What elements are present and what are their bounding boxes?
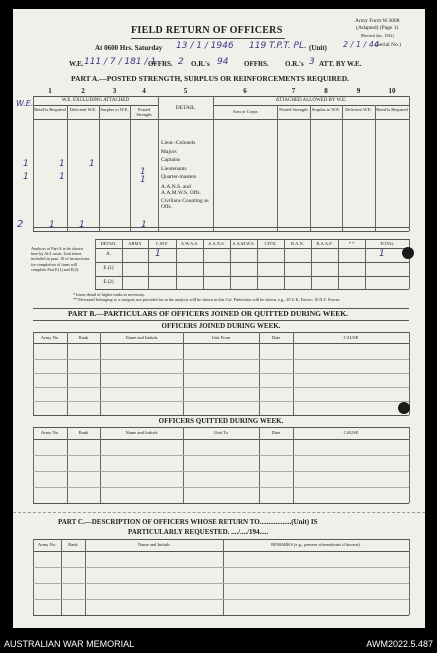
rule bbox=[33, 231, 409, 232]
form-reference bbox=[355, 18, 399, 39]
rule bbox=[33, 487, 409, 488]
col-header-deficient-2: Deficient W.E. bbox=[345, 107, 372, 112]
rule bbox=[95, 248, 409, 249]
rank-label: Civilians Counting as Offs. bbox=[161, 197, 209, 210]
offrs2-label: OFFRS. bbox=[244, 60, 269, 68]
rule bbox=[33, 583, 409, 584]
rule bbox=[67, 105, 68, 231]
rule bbox=[33, 320, 409, 321]
quitted-col-header: Army No. bbox=[40, 430, 60, 435]
rank-label: Majors bbox=[161, 148, 177, 155]
quitted-col-header: CAUSE bbox=[343, 430, 359, 435]
offrs-label: OFFRS. bbox=[148, 60, 173, 68]
hand-entry: 1 bbox=[140, 167, 146, 177]
col-number: 6 bbox=[243, 87, 247, 95]
rule bbox=[33, 427, 34, 503]
hand-entry: 1 bbox=[59, 172, 65, 182]
rule bbox=[130, 105, 131, 231]
rule bbox=[342, 105, 343, 231]
rank-label: Captains bbox=[161, 157, 181, 164]
col-header-surplus-2: Surplus to W.E. bbox=[311, 107, 341, 112]
footnote-2: ** Personnel belonging to a category not provided for in the analysis will be shown in this Col. Particulars will be shown, e.g., 20 U.K. Forces; 10 N.Z. Forces. bbox=[73, 297, 341, 302]
rule bbox=[33, 551, 409, 552]
rule bbox=[33, 439, 409, 440]
joined-col-header: Name and Initials bbox=[125, 335, 158, 340]
form-ref-line-2: (Adapted) (Page 1) bbox=[356, 25, 399, 31]
rule bbox=[33, 119, 409, 120]
col-number: 9 bbox=[356, 87, 361, 95]
footer-institution: AUSTRALIAN WAR MEMORIAL bbox=[4, 639, 135, 649]
analysis-note: Analysis of Part A to be shown here by ALL units. Unit terms included in para. 10 of instructions for completion of form will complete Part E(1) and E(2). bbox=[31, 246, 90, 272]
rule bbox=[409, 427, 410, 503]
part-c-col-header: REMARKS (e.g., present whereabouts if known). bbox=[271, 542, 361, 547]
rank-label: Lieutenants bbox=[161, 165, 187, 172]
analysis-col-header: A.W.A.S. bbox=[180, 241, 199, 246]
group-header-excluding: W.E. EXCLUDING ATTACHED bbox=[61, 98, 130, 103]
rule bbox=[176, 239, 177, 289]
col-header-posted-2: Posted Strength bbox=[279, 107, 308, 112]
rule bbox=[33, 539, 34, 615]
date-value: 13 / 1 / 1946 bbox=[176, 41, 234, 51]
rule bbox=[223, 539, 224, 615]
rule bbox=[33, 359, 409, 360]
unit-value: 119 T.P.T. PL. bbox=[249, 41, 307, 51]
rule bbox=[33, 415, 409, 416]
quitted-title: OFFICERS QUITTED DURING WEEK. bbox=[158, 417, 284, 425]
serial-no-value: 2 / 1 / 44 bbox=[343, 40, 379, 49]
part-a-title: PART A.—POSTED STRENGTH, SURPLUS OR REINFORCEMENTS REQUIRED. bbox=[71, 74, 350, 83]
rule bbox=[284, 239, 285, 289]
joined-col-header: Unit From bbox=[211, 335, 231, 340]
rule bbox=[203, 239, 204, 289]
form-ref-line-1: Army Form W.3008 bbox=[355, 18, 400, 24]
part-c-col-header: Name and Initials bbox=[138, 542, 170, 547]
rank-list bbox=[161, 139, 213, 210]
part-c-title-line-1: PART C.—DESCRIPTION OF OFFICERS WHOSE RETURN TO..................(Unit) IS bbox=[58, 518, 318, 526]
col-header-reinf-2: Reinf'ts Required bbox=[376, 107, 408, 112]
analysis-hand-entry: 1 bbox=[155, 249, 161, 259]
we-margin-note: W.E. bbox=[16, 99, 34, 108]
hand-total: 1 bbox=[141, 220, 147, 230]
rule bbox=[33, 387, 409, 388]
rank-label: A.A.N.S. and A.A.M.W.S. Offs. bbox=[161, 183, 201, 196]
analysis-row-label: A. bbox=[106, 252, 111, 257]
hand-entry: 1 bbox=[89, 159, 95, 169]
col-number: 10 bbox=[388, 87, 396, 95]
rule bbox=[409, 332, 410, 415]
analysis-col-header: A.A.M.W.S. bbox=[232, 241, 255, 246]
quitted-col-header: Unit To bbox=[214, 430, 228, 435]
joined-col-header: CAUSE bbox=[343, 335, 359, 340]
form-page bbox=[13, 9, 425, 628]
rule bbox=[338, 239, 339, 289]
col-number: 8 bbox=[324, 87, 328, 95]
rule bbox=[33, 615, 409, 616]
rule bbox=[33, 503, 409, 504]
col-number: 4 bbox=[142, 87, 146, 95]
ors2-label: O.R.'s bbox=[285, 60, 304, 68]
fold-line bbox=[13, 512, 425, 513]
hand-entry: 1 bbox=[23, 172, 29, 182]
joined-title: OFFICERS JOINED DURING WEEK. bbox=[161, 322, 281, 330]
rule bbox=[365, 239, 366, 289]
rule bbox=[158, 96, 159, 231]
analysis-col-header: ARMY bbox=[128, 241, 142, 246]
col-header-reinf: Reinf'ts Required bbox=[34, 107, 66, 112]
rule bbox=[33, 332, 409, 333]
rule bbox=[95, 239, 409, 240]
date-line-label: At 0600 Hrs. Saturday bbox=[95, 44, 163, 52]
form-ref-line-3: (Revised Jan., 1942) bbox=[360, 33, 394, 38]
rule bbox=[259, 427, 260, 503]
rule bbox=[213, 96, 214, 231]
rule bbox=[409, 96, 410, 231]
rule bbox=[277, 105, 278, 231]
rank-label: Quarter-masters bbox=[161, 174, 197, 181]
part-c-col-header: Rank bbox=[68, 542, 78, 547]
analysis-row-label: E.(2) bbox=[103, 280, 114, 285]
rule bbox=[33, 599, 409, 600]
form-title: FIELD RETURN OF OFFICERS bbox=[131, 25, 283, 36]
quitted-col-header: Rank bbox=[78, 430, 89, 435]
rule bbox=[33, 539, 409, 540]
rule bbox=[33, 471, 409, 472]
ors2-value: 3 bbox=[309, 57, 315, 67]
footer-accession-number: AWM2022.5.487 bbox=[366, 639, 433, 649]
joined-col-header: Rank bbox=[78, 335, 89, 340]
unit-label: (Unit) bbox=[309, 44, 327, 52]
group-header-attached: ATTACHED ALLOWED BY W.E. bbox=[275, 98, 347, 103]
analysis-col-header: R.A.N. bbox=[291, 241, 304, 246]
rule bbox=[67, 427, 68, 503]
joined-col-header: Date bbox=[271, 335, 281, 340]
rule bbox=[85, 539, 86, 615]
hand-entry: 1 bbox=[140, 175, 146, 185]
footnote-1: * Insert detail of higher ranks as necessary. bbox=[73, 292, 146, 297]
rule bbox=[95, 262, 409, 263]
col-number: 1 bbox=[48, 87, 52, 95]
analysis-col-header: * * bbox=[348, 241, 355, 246]
rule bbox=[311, 239, 312, 289]
part-b-title: PART B.—PARTICULARS OF OFFICERS JOINED OR QUITTED DURING WEEK. bbox=[68, 309, 348, 318]
ors-value: 94 bbox=[217, 57, 229, 67]
col-header-surplus: Surplus to W.E. bbox=[100, 107, 129, 112]
quitted-col-header: Name and Initials bbox=[125, 430, 158, 435]
rule bbox=[310, 105, 311, 231]
rule bbox=[33, 567, 409, 568]
col-number: 7 bbox=[291, 87, 296, 95]
serial-no-label: (Serial No.) bbox=[375, 42, 401, 48]
analysis-col-header: C.M.F. bbox=[155, 241, 169, 246]
rule bbox=[375, 105, 376, 231]
we-value: 111 / 7 / 181 / 1 bbox=[84, 57, 157, 67]
rule bbox=[293, 427, 294, 503]
analysis-col-header: R.A.A.F. bbox=[316, 241, 333, 246]
quitted-col-header: Date bbox=[271, 430, 281, 435]
rule bbox=[99, 105, 100, 231]
rule bbox=[230, 239, 231, 289]
rule bbox=[33, 343, 409, 344]
col-number: 3 bbox=[112, 87, 117, 95]
rule bbox=[61, 539, 62, 615]
offrs-value: 2 bbox=[178, 57, 184, 67]
col-header-posted: Posted Strength bbox=[136, 107, 152, 117]
part-c-col-header: Army No. bbox=[37, 542, 57, 547]
rule bbox=[148, 239, 149, 289]
punch-hole bbox=[398, 402, 410, 414]
we-label: W.E. bbox=[69, 60, 84, 68]
rank-label: Lieut.-Colonels bbox=[161, 140, 196, 146]
analysis-col-header: DETAIL bbox=[100, 241, 117, 246]
rule bbox=[33, 227, 409, 228]
rule bbox=[33, 105, 158, 106]
hand-total: 1 bbox=[49, 220, 55, 230]
analysis-hand-total: 1 bbox=[379, 249, 385, 259]
analysis-col-header: TOTAL bbox=[379, 241, 395, 246]
att-label: ATT. BY W.E. bbox=[319, 60, 362, 68]
rule bbox=[33, 455, 409, 456]
archive-footer bbox=[0, 636, 437, 653]
col-header-detail: DETAIL bbox=[175, 105, 196, 111]
rule bbox=[95, 276, 409, 277]
title-underline bbox=[131, 38, 285, 39]
hand-entry: 1 bbox=[59, 159, 65, 169]
hand-total-label: 2 bbox=[17, 219, 24, 230]
rule bbox=[257, 239, 258, 289]
rule bbox=[33, 96, 34, 231]
rule bbox=[409, 539, 410, 615]
rule bbox=[213, 105, 409, 106]
rule bbox=[122, 239, 123, 289]
rule bbox=[33, 373, 409, 374]
col-header-deficient: Deficient W.E. bbox=[69, 107, 97, 112]
part-c-title-line-2: PARTICULARLY REQUESTED. ..../..../194..... bbox=[128, 528, 269, 536]
hand-total: 1 bbox=[79, 220, 85, 230]
analysis-col-header: CIVIL bbox=[264, 241, 277, 246]
analysis-row-label: E.(1) bbox=[103, 266, 114, 271]
rule bbox=[95, 289, 409, 290]
rule bbox=[100, 427, 101, 503]
punch-hole bbox=[402, 247, 414, 259]
rule bbox=[33, 96, 409, 97]
rule bbox=[33, 427, 409, 428]
hand-entry: 1 bbox=[23, 159, 29, 169]
ors-label: O.R.'s bbox=[191, 60, 210, 68]
analysis-col-header: A.A.N.S. bbox=[208, 241, 225, 246]
rule bbox=[183, 427, 184, 503]
col-header-arm: Arm or Corps bbox=[232, 109, 258, 114]
rule bbox=[33, 401, 409, 402]
col-number: 2 bbox=[81, 87, 85, 95]
col-number: 5 bbox=[183, 87, 188, 95]
joined-col-header: Army No. bbox=[40, 335, 60, 340]
